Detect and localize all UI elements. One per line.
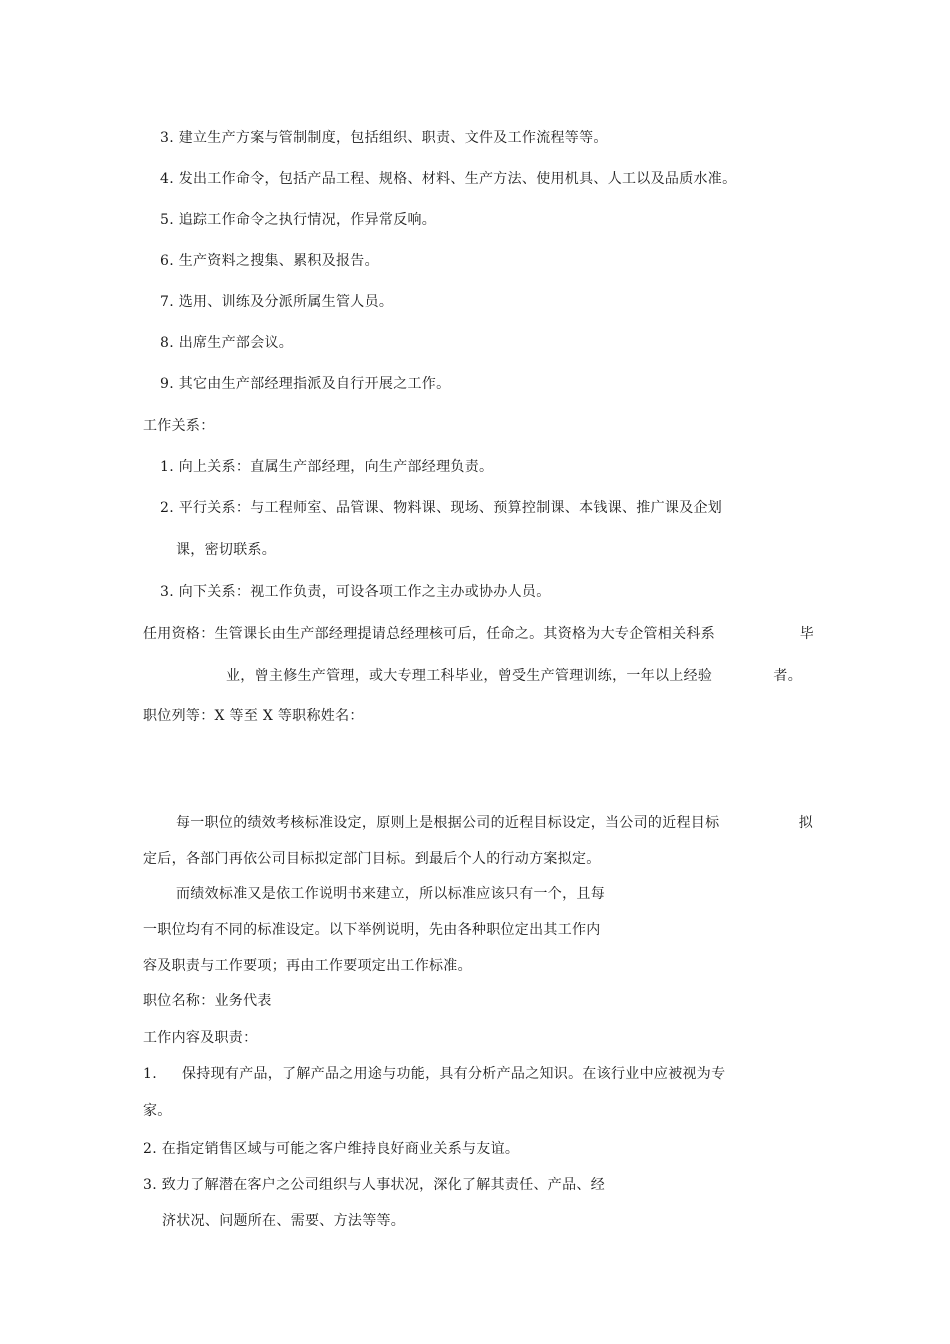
list-item-continued: 家。 [143,1103,172,1119]
position-rank: 职位列等：X 等至 X 等职称姓名： [143,708,364,724]
duty-item: 3. 建立生产方案与管制制度，包括组织、职责、文件及工作流程等等。 [160,130,608,146]
qualification-line [143,624,814,644]
relation-parallel: 2. 平行关系：与工程师室、品管课、物料课、现场、预算控制课、本钱课、推广课及企划 [160,500,723,516]
relations-heading: 工作关系： [143,418,215,434]
qualification-text-end: 毕 [799,626,814,642]
item-number: 1. [143,1066,157,1082]
duty-item: 9. 其它由生产部经理指派及自行开展之工作。 [160,376,451,392]
qualification-text: 业，曾主修生产管理，或大专理工科毕业，曾受生产管理训练，一年以上经验 [226,668,713,684]
duty-item: 7. 选用、训练及分派所属生管人员。 [160,294,394,310]
list-item: 3. 致力了解潜在客户之公司组织与人事状况，深化了解其责任、产品、经 [143,1177,606,1193]
duty-item: 5. 追踪工作命令之执行情况，作异常反响。 [160,212,437,228]
duty-item: 4. 发出工作命令，包括产品工程、规格、材料、生产方法、使用机具、人工以及品质水准。 [160,171,737,187]
position-name: 职位名称：业务代表 [143,993,272,1009]
paragraph-line: 容及职责与工作要项；再由工作要项定出工作标准。 [143,958,472,974]
list-item: 保持现有产品，了解产品之用途与功能，具有分析产品之知识。在该行业中应被视为专 [182,1066,726,1082]
duty-item: 6. 生产资料之搜集、累积及报告。 [160,253,379,269]
duty-item: 8. 出席生产部会议。 [160,335,294,351]
qualification-text-end: 者。 [773,668,802,684]
paragraph-text-end: 拟 [798,815,813,831]
paragraph-line: 定后，各部门再依公司目标拟定部门目标。到最后个人的行动方案拟定。 [143,851,601,867]
paragraph-line: 而绩效标准又是依工作说明书来建立，所以标准应该只有一个，且每 [176,886,605,902]
relation-down: 3. 向下关系：视工作负责，可设各项工作之主办或协办人员。 [160,584,551,600]
relation-up: 1. 向上关系：直属生产部经理，向生产部经理负责。 [160,459,494,475]
content-heading: 工作内容及职责： [143,1030,258,1046]
paragraph-line [176,813,813,833]
list-item-continued: 济状况、问题所在、需要、方法等等。 [162,1213,406,1229]
paragraph-line: 一职位均有不同的标准设定。以下举例说明，先由各种职位定出其工作内 [143,922,601,938]
qualification-line-continued [226,666,802,686]
qualification-text: 任用资格：生管课长由生产部经理提请总经理核可后，任命之。其资格为大专企管相关科系 [143,626,715,642]
list-item: 2. 在指定销售区域与可能之客户维持良好商业关系与友谊。 [143,1141,520,1157]
relation-parallel-continued: 课，密切联系。 [176,542,277,558]
paragraph-text: 每一职位的绩效考核标准设定，原则上是根据公司的近程目标设定，当公司的近程目标 [176,815,720,831]
